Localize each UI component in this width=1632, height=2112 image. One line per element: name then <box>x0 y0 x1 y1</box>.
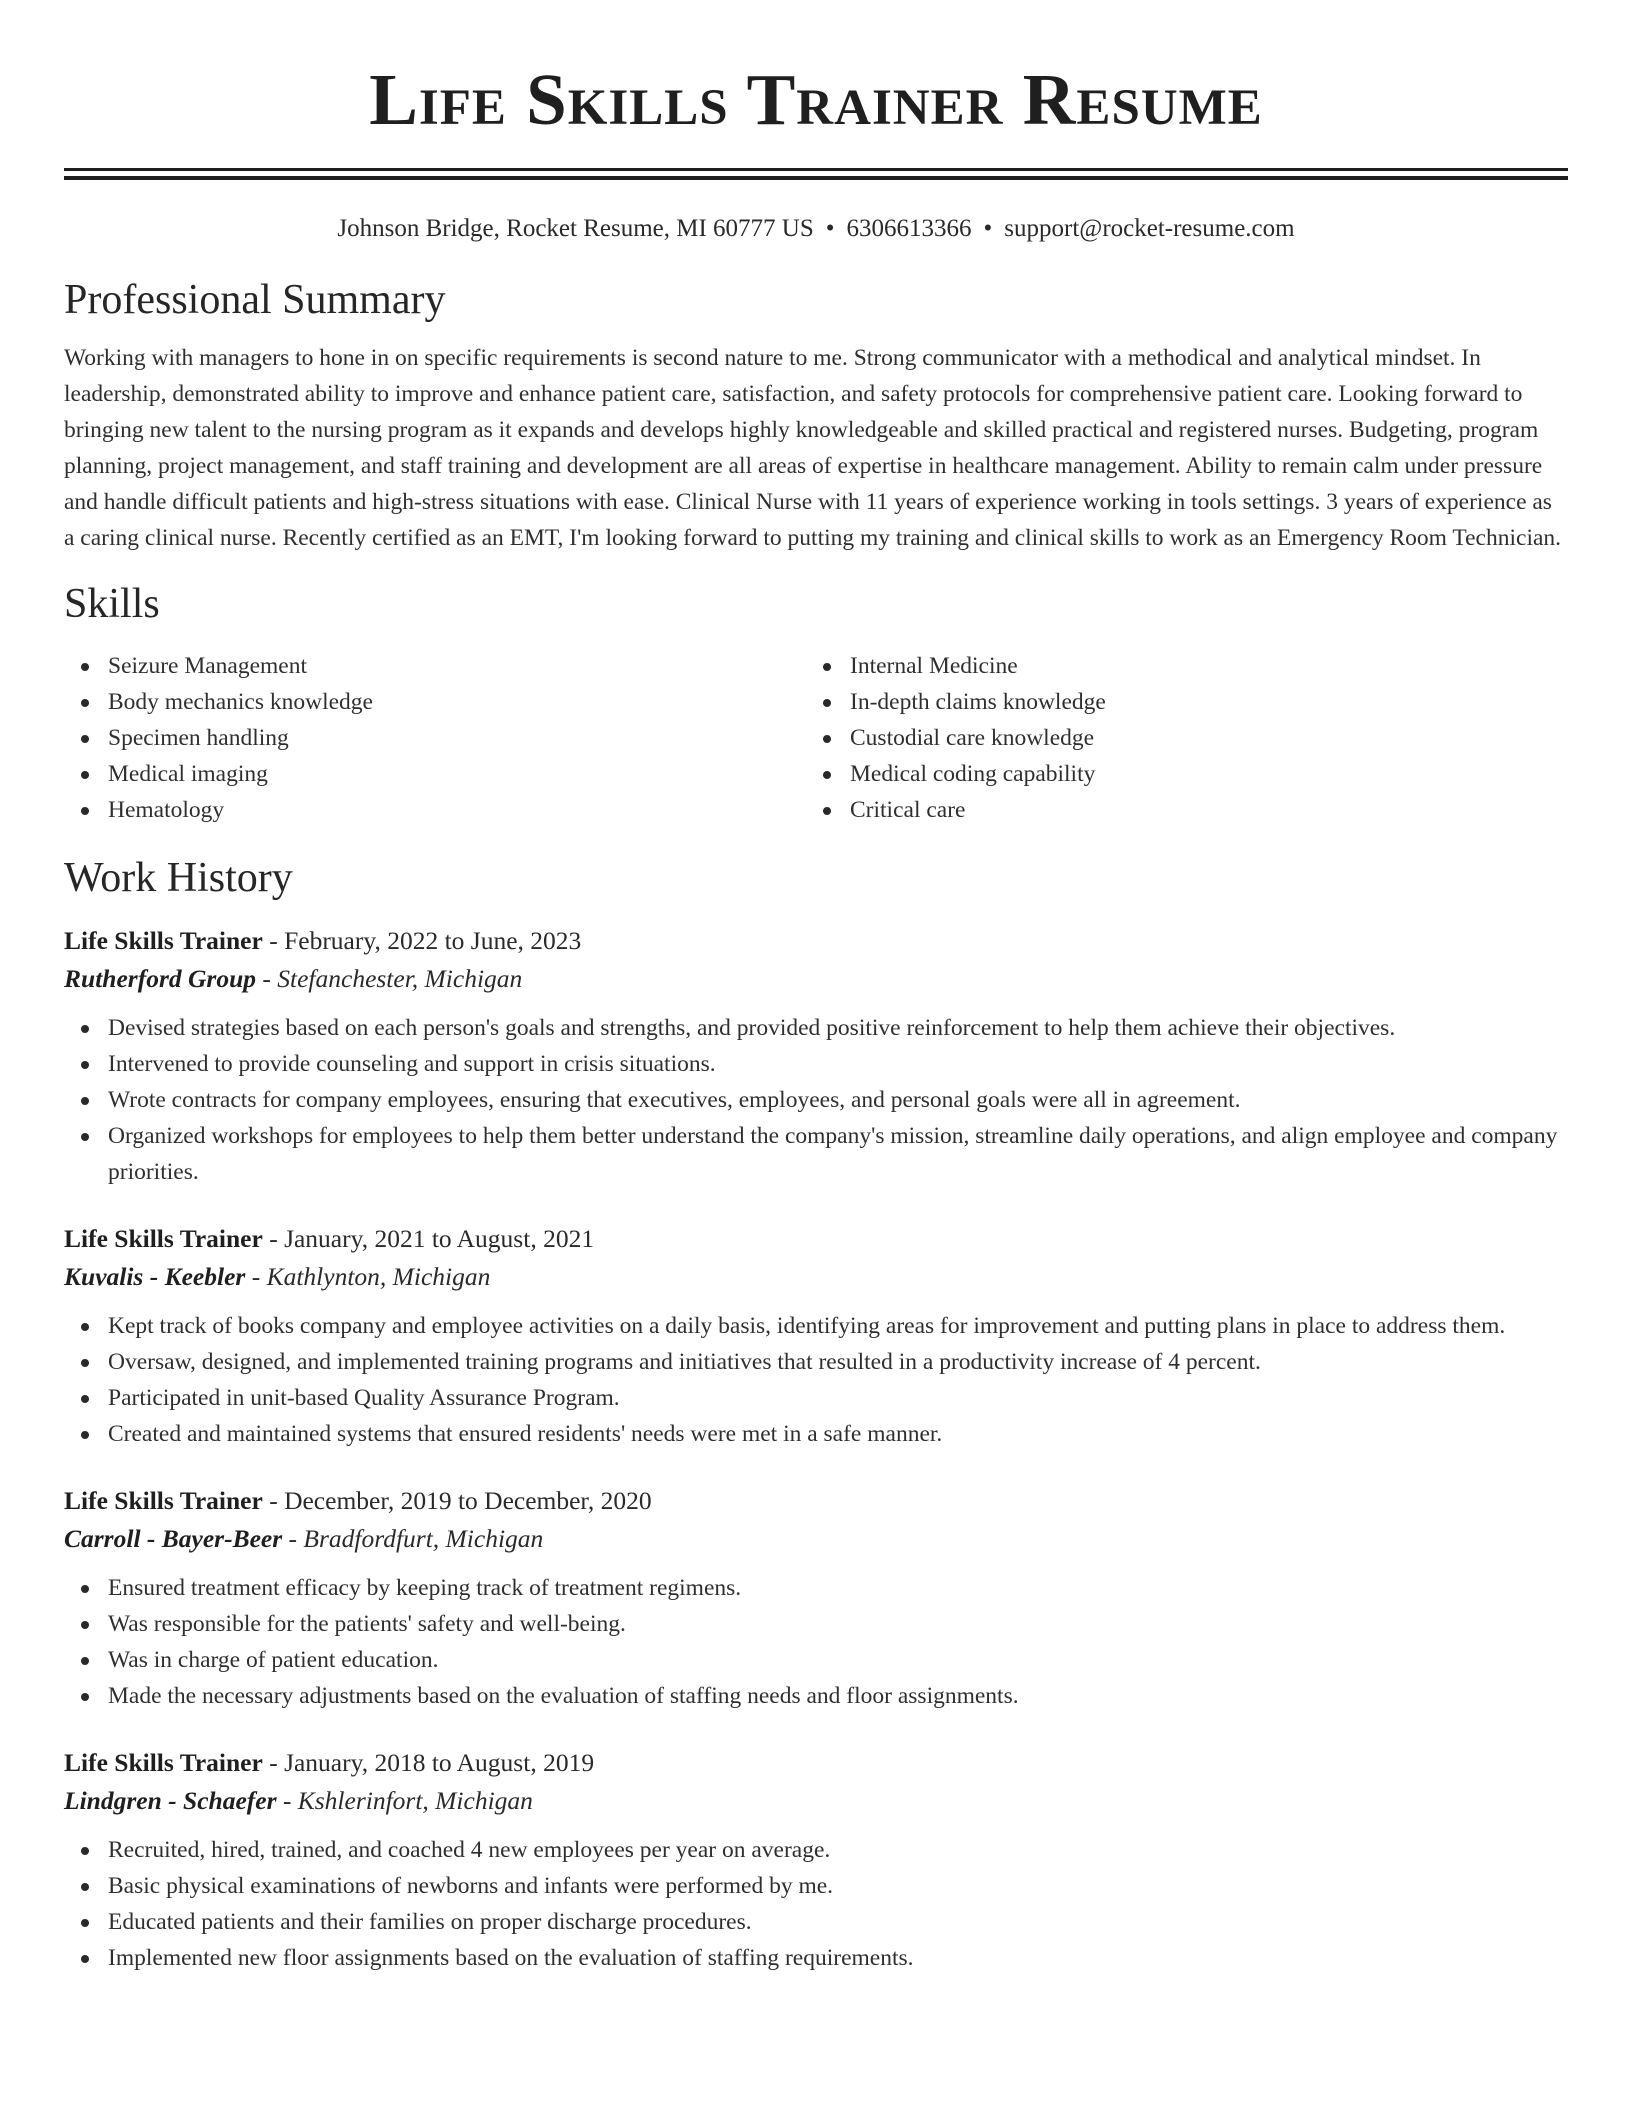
job-duty: Basic physical examinations of newborns and infants were performed by me. <box>64 1868 1568 1904</box>
job-entry <box>64 1482 1568 1714</box>
job-title: Life Skills Trainer <box>64 926 263 955</box>
skill-item: Body mechanics knowledge <box>64 684 806 720</box>
job-title: Life Skills Trainer <box>64 1224 263 1253</box>
job-entry <box>64 922 1568 1190</box>
contact-separator: • <box>983 215 993 242</box>
job-dates: - February, 2022 to June, 2023 <box>262 926 582 955</box>
contact-address: Johnson Bridge, Rocket Resume, MI 60777 US <box>337 215 814 242</box>
skill-item: Medical coding capability <box>806 756 1548 792</box>
contact-separator: • <box>825 215 835 242</box>
job-entry <box>64 1220 1568 1452</box>
skills-columns <box>64 648 1568 828</box>
skill-item: In-depth claims knowledge <box>806 684 1548 720</box>
job-location: - Kathlynton, Michigan <box>245 1262 491 1291</box>
job-duty: Was in charge of patient education. <box>64 1642 1568 1678</box>
job-duty: Ensured treatment efficacy by keeping track of treatment regimens. <box>64 1570 1568 1606</box>
skill-item: Medical imaging <box>64 756 806 792</box>
job-duty: Kept track of books company and employee activities on a daily basis, identifying areas for improvement and putting plans in place to address them. <box>64 1308 1568 1344</box>
job-duty: Devised strategies based on each person's goals and strengths, and provided positive reinforcement to help them achieve their objectives. <box>64 1010 1568 1046</box>
job-duties <box>64 1308 1568 1452</box>
skill-item: Specimen handling <box>64 720 806 756</box>
job-duty: Implemented new floor assignments based on the evaluation of staffing requirements. <box>64 1940 1568 1976</box>
summary-heading: Professional Summary <box>64 277 446 323</box>
job-location: - Stefanchester, Michigan <box>256 964 523 993</box>
job-duties <box>64 1832 1568 1976</box>
job-company: Kuvalis - Keebler <box>64 1262 246 1291</box>
skill-item: Critical care <box>806 792 1548 828</box>
job-duty: Was responsible for the patients' safety and well-being. <box>64 1606 1568 1642</box>
job-duty: Made the necessary adjustments based on the evaluation of staffing needs and floor assignments. <box>64 1678 1568 1714</box>
job-entry <box>64 1744 1568 1976</box>
job-header <box>64 1220 1568 1258</box>
job-duties <box>64 1570 1568 1714</box>
contact-phone: 6306613366 <box>846 215 972 242</box>
job-spacer <box>64 1714 1568 1744</box>
job-duty: Educated patients and their families on proper discharge procedures. <box>64 1904 1568 1940</box>
job-header <box>64 1482 1568 1520</box>
skill-item: Seizure Management <box>64 648 806 684</box>
skills-heading: Skills <box>64 581 160 627</box>
job-title: Life Skills Trainer <box>64 1748 263 1777</box>
job-header <box>64 1744 1568 1782</box>
job-dates: - January, 2021 to August, 2021 <box>262 1224 595 1253</box>
skill-item: Custodial care knowledge <box>806 720 1548 756</box>
job-location: - Kshlerinfort, Michigan <box>276 1786 533 1815</box>
job-company-line <box>64 1782 1568 1820</box>
job-duty: Created and maintained systems that ensured residents' needs were met in a safe manner. <box>64 1416 1568 1452</box>
job-duty: Organized workshops for employees to help them better understand the company's mission, streamline daily operations, and align employee and company priorities. <box>64 1118 1568 1190</box>
contact-email: support@rocket-resume.com <box>1004 215 1295 242</box>
skills-list-left <box>64 648 806 828</box>
job-company: Lindgren - Schaefer <box>64 1786 277 1815</box>
resume-title: Life Skills Trainer Resume <box>369 59 1263 140</box>
job-duty: Participated in unit-based Quality Assurance Program. <box>64 1380 1568 1416</box>
job-duty: Recruited, hired, trained, and coached 4 new employees per year on average. <box>64 1832 1568 1868</box>
job-spacer <box>64 1190 1568 1220</box>
job-location: - Bradfordfurt, Michigan <box>282 1524 544 1553</box>
skill-item: Internal Medicine <box>806 648 1548 684</box>
job-company-line <box>64 1520 1568 1558</box>
job-dates: - December, 2019 to December, 2020 <box>262 1486 652 1515</box>
title-divider <box>64 168 1568 180</box>
job-company: Rutherford Group <box>64 964 257 993</box>
skills-list-right <box>806 648 1548 828</box>
job-duty: Intervened to provide counseling and support in crisis situations. <box>64 1046 1568 1082</box>
job-duties <box>64 1010 1568 1190</box>
job-company-line <box>64 1258 1568 1296</box>
job-company-line <box>64 960 1568 998</box>
job-duty: Wrote contracts for company employees, ensuring that executives, employees, and personal goals were all in agreement. <box>64 1082 1568 1118</box>
job-dates: - January, 2018 to August, 2019 <box>262 1748 595 1777</box>
work-history-heading: Work History <box>64 855 293 901</box>
job-company: Carroll - Bayer-Beer <box>64 1524 283 1553</box>
contact-line <box>64 212 1568 246</box>
job-spacer <box>64 1452 1568 1482</box>
skill-item: Hematology <box>64 792 806 828</box>
summary-text: Working with managers to hone in on specific requirements is second nature to me. Strong communicator with a methodical and analytical mindset. In leadership, demonstrated ability to improve and enhance patient care, satisfaction, and safety protocols for comprehensive patient care. Looking forward to bringing new talent to the nursing program as it expands and develops highly knowledgeable and skilled practical and registered nurses. Budgeting, program planning, project management, and staff training and development are all areas of expertise in healthcare management. Ability to remain calm under pressure and handle difficult patients and high-stress situations with ease. Clinical Nurse with 11 years of experience working in tools settings. 3 years of experience as a caring clinical nurse. Recently certified as an EMT, I'm looking forward to putting my training and clinical skills to work as an Emergency Room Technician. <box>64 345 1562 551</box>
job-title: Life Skills Trainer <box>64 1486 263 1515</box>
job-header <box>64 922 1568 960</box>
job-duty: Oversaw, designed, and implemented training programs and initiatives that resulted in a productivity increase of 4 percent. <box>64 1344 1568 1380</box>
